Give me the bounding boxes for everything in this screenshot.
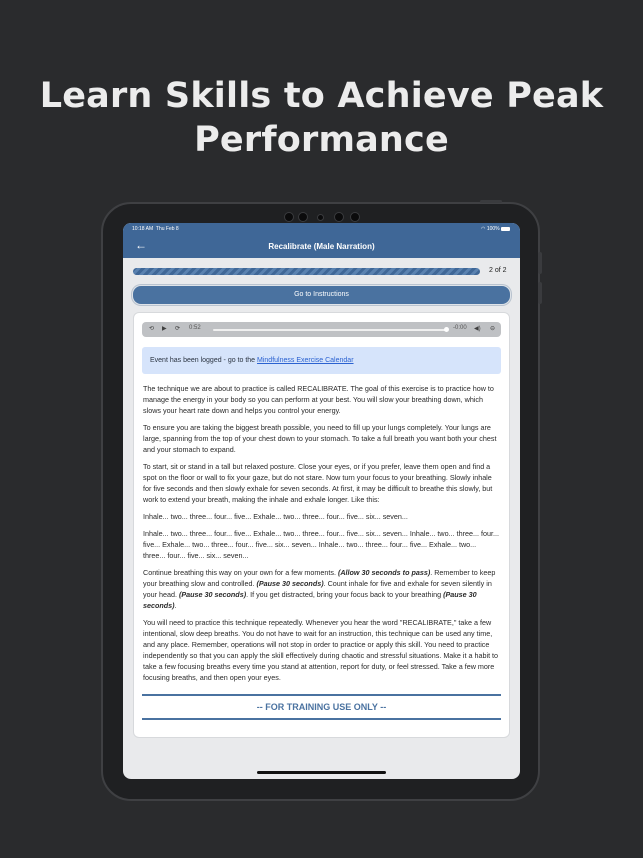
back-arrow-icon[interactable]: ← — [135, 238, 147, 252]
camera-lens — [317, 214, 324, 221]
paragraph-text: . Count inhale for five and exhale for seven silently in your head. — [143, 579, 492, 599]
status-bar — [123, 223, 520, 235]
paragraph-text: You will need to practice this technique repeatedly. Whenever you hear the word "RECALIBRATE," take a few intentional, slow deep breaths. You do not have to wait for an instruction, this technique can be used any time, and any place. Remember, operations will not stop in order to practice or apply this skill. You need to practice independently so that you can apply the skill effectively during chaotic and stressful situations. Make it a habit to take a few focusing breaths every time you stand at attention, report for duty, or feel stressed. Take a few more focusing breaths, and then open your eyes. — [143, 618, 499, 682]
camera-dot — [298, 212, 308, 222]
remaining-time: -0:00 — [453, 325, 467, 331]
pause-instruction: (Pause 30 seconds) — [143, 590, 477, 610]
paragraph-text: Continue breathing this way on your own for a few moments. — [143, 568, 338, 577]
more-options-icon[interactable]: ⊖ — [490, 326, 496, 332]
camera-dot — [284, 212, 294, 222]
camera-dot — [334, 212, 344, 222]
camera-dot — [350, 212, 360, 222]
battery-icon — [501, 227, 510, 231]
script-paragraph — [143, 528, 500, 561]
paragraph-text: Inhale... two... three... four... five... Exhale... two... three... four... five... six... seven... — [143, 512, 408, 521]
paragraph-text: . Remember to keep your breathing slow and controlled. — [143, 568, 496, 588]
wifi-icon: ◠ — [481, 226, 486, 232]
calendar-link[interactable]: Mindfulness Exercise Calendar — [257, 357, 354, 364]
app-screen — [123, 223, 520, 779]
exercise-progress-bar — [133, 268, 480, 275]
audio-player — [142, 322, 501, 337]
exercise-card — [133, 312, 510, 738]
headline-line-1: Learn Skills to Achieve Peak — [39, 76, 604, 116]
forward-icon[interactable]: ⟳ — [175, 326, 181, 332]
pause-instruction: (Pause 30 seconds) — [256, 579, 324, 588]
home-indicator[interactable] — [257, 771, 386, 774]
paragraph-text: . — [174, 601, 177, 610]
pause-instruction: (Allow 30 seconds to pass) — [337, 568, 431, 577]
progress-fill — [133, 268, 480, 275]
power-button — [480, 200, 502, 203]
seek-handle[interactable] — [444, 327, 449, 332]
paragraph-text: Inhale... two... three... four... five... Exhale... two... three... four... five... six... seven... Inhale... two... three... four... five... Exhale... two... three... four... five... six... seven... Inhale... two... three... four... five... Exhale... two... three... four... five... six... seven... — [143, 529, 499, 560]
alert-text: Event has been logged - go to the — [150, 357, 258, 364]
paragraph-text: To start, sit or stand in a tall but relaxed posture. Close your eyes, or if you prefer, leave them open and find a spot on the floor or wall to fix your gaze, but do not stare. Now turn your focus to your breathing. Slowly inhale for five seconds and then slowly exhale for seven seconds. At first, it may be difficult to breathe this slowly, but work to extend your breath, making the inhale and exhale longer. Like this: — [143, 462, 493, 504]
go-to-instructions-button[interactable]: Go to Instructions — [133, 286, 510, 304]
volume-button — [538, 282, 542, 304]
current-time: 0:52 — [189, 325, 201, 331]
seek-bar[interactable] — [213, 329, 446, 331]
exercise-script — [143, 383, 500, 689]
paragraph-text: The technique we are about to practice is called RECALIBRATE. The goal of this exercise is to practice how to manage the energy in your body so you can perform at your best. You will slow your breathing down, which slows your heart rate down and helps you control your energy. — [143, 384, 494, 415]
marketing-headline — [0, 74, 643, 162]
script-paragraph — [143, 461, 500, 505]
script-paragraph — [143, 567, 500, 611]
pause-instruction: (Pause 30 seconds) — [178, 590, 247, 599]
paragraph-text: To ensure you are taking the biggest breath possible, you need to fill up your lungs completely. Your lungs are large, spanning from the top of your chest down to your stomach. To take a full breath you want both your chest and your stomach to expand. — [143, 423, 497, 454]
volume-button — [538, 252, 542, 274]
status-time: 10:18 AM Thu Feb 8 — [132, 226, 179, 232]
replay-icon[interactable]: ⟲ — [149, 326, 155, 332]
headline-line-2: Performance — [194, 120, 449, 160]
volume-icon[interactable]: ◀) — [474, 326, 481, 332]
paragraph-text: . If you get distracted, bring your focus back to your breathing — [246, 590, 444, 599]
play-icon[interactable]: ▶ — [162, 326, 167, 332]
page-title: Recalibrate (Male Narration) — [268, 242, 375, 251]
logged-alert — [142, 347, 501, 374]
nav-bar — [123, 235, 520, 258]
script-paragraph — [143, 617, 500, 683]
status-battery: ◠ 100% — [481, 226, 510, 232]
training-banner: -- FOR TRAINING USE ONLY -- — [142, 694, 501, 720]
script-paragraph — [143, 383, 500, 416]
progress-label: 2 of 2 — [489, 267, 507, 274]
script-paragraph — [143, 511, 500, 522]
script-paragraph — [143, 422, 500, 455]
